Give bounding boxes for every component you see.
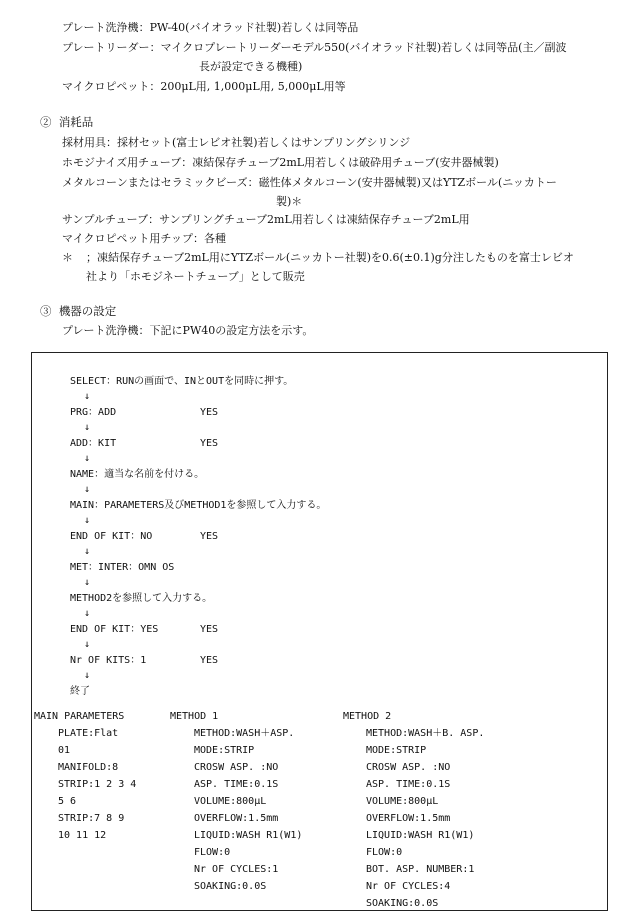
procedure-step: ADD：KIT xyxy=(70,438,117,449)
method2-line: Nr OF CYCLES:4 xyxy=(366,881,451,892)
parameter-line: 01 xyxy=(58,745,71,756)
method2-line: CROSW ASP. :NO xyxy=(366,762,451,773)
settings-intro: プレート洗浄機：下記にPW40の設定方法を示す。 xyxy=(62,324,314,337)
method1-line: MODE:STRIP xyxy=(194,745,255,756)
procedure-step: PRG：ADD xyxy=(70,407,117,418)
procedure-step-value: YES xyxy=(200,624,219,635)
method2-line: SOAKING:0.0S xyxy=(366,898,439,909)
down-arrow-icon: ↓ xyxy=(84,391,91,402)
down-arrow-icon: ↓ xyxy=(84,484,91,495)
method2-line: MODE:STRIP xyxy=(366,745,427,756)
parameter-line: STRIP:1 2 3 4 xyxy=(58,779,137,790)
down-arrow-icon: ↓ xyxy=(84,608,91,619)
consumable-item: マイクロピペット用チップ：各種 xyxy=(62,232,227,245)
consumable-item: 採材用具：採材セット(富士レビオ社製)若しくはサンプリングシリンジ xyxy=(62,136,411,149)
method2-header: METHOD 2 xyxy=(343,711,392,722)
procedure-step: NAME：適当な名前を付ける。 xyxy=(70,469,205,480)
equipment-item: プレートリーダー：マイクロプレートリーダーモデル550(バイオラッド社製)若しくは同等品(主／副波 xyxy=(62,41,567,54)
down-arrow-icon: ↓ xyxy=(84,546,91,557)
procedure-step: 終了 xyxy=(70,686,90,697)
method1-line: Nr OF CYCLES:1 xyxy=(194,864,279,875)
method1-line: METHOD:WASH＋ASP. xyxy=(194,728,295,739)
parameter-line: 5 6 xyxy=(58,796,77,807)
procedure-step: SELECT：RUNの画面で、INとOUTを同時に押す。 xyxy=(70,376,294,387)
method1-line: FLOW:0 xyxy=(194,847,231,858)
parameter-line: 10 11 12 xyxy=(58,830,107,841)
equipment-item: プレート洗浄機：PW-40(バイオラッド社製)若しくは同等品 xyxy=(62,21,359,34)
down-arrow-icon: ↓ xyxy=(84,670,91,681)
procedure-step-value: YES xyxy=(200,531,219,542)
procedure-step-value: YES xyxy=(200,655,219,666)
method2-line: LIQUID:WASH R1(W1) xyxy=(366,830,475,841)
footnote-line: 社より「ホモジネートチューブ」として販売 xyxy=(86,270,305,283)
procedure-step: METHOD2を参照して入力する。 xyxy=(70,593,213,604)
method1-header: METHOD 1 xyxy=(170,711,219,722)
procedure-step-value: YES xyxy=(200,407,219,418)
parameter-line: STRIP:7 8 9 xyxy=(58,813,125,824)
procedure-step: MET：INTER：OMN OS xyxy=(70,562,175,573)
section-heading: ③ 機器の設定 xyxy=(40,304,117,318)
consumable-item: サンプルチューブ：サンプリングチューブ2mL用若しくは凍結保存チューブ2mL用 xyxy=(62,213,470,226)
consumable-item: ホモジナイズ用チューブ：凍結保存チューブ2mL用若しくは破砕用チューブ(安井器械製) xyxy=(62,156,499,169)
procedure-step-value: YES xyxy=(200,438,219,449)
procedure-step: MAIN：PARAMETERS及びMETHOD1を参照して入力する。 xyxy=(70,500,327,511)
section-heading: ② 消耗品 xyxy=(40,115,94,129)
equipment-item-continued: 長が設定できる機種) xyxy=(199,60,303,73)
method2-line: ASP. TIME:0.1S xyxy=(366,779,451,790)
method2-line: OVERFLOW:1.5mm xyxy=(366,813,451,824)
method1-line: VOLUME:800μL xyxy=(194,796,267,807)
consumable-item-continued: 製)＊ xyxy=(276,195,303,208)
footnote-line: ；凍結保存チューブ2mL用にYTZボール(ニッカトー社製)を0.6(±0.1)g分注したものを富士レビオ xyxy=(86,251,574,264)
method1-line: SOAKING:0.0S xyxy=(194,881,267,892)
method2-line: VOLUME:800μL xyxy=(366,796,439,807)
main-parameters-header: MAIN PARAMETERS xyxy=(34,711,125,722)
procedure-step: END OF KIT：NO xyxy=(70,531,153,542)
method1-line: CROSW ASP. :NO xyxy=(194,762,279,773)
procedure-step: Nr OF KITS：1 xyxy=(70,655,147,666)
down-arrow-icon: ↓ xyxy=(84,515,91,526)
down-arrow-icon: ↓ xyxy=(84,639,91,650)
parameter-line: MANIFOLD:8 xyxy=(58,762,119,773)
method2-line: FLOW:0 xyxy=(366,847,403,858)
footnote-mark: ＊ xyxy=(62,251,73,264)
procedure-step: END OF KIT：YES xyxy=(70,624,159,635)
method2-line: BOT. ASP. NUMBER:1 xyxy=(366,864,475,875)
down-arrow-icon: ↓ xyxy=(84,453,91,464)
consumable-item: メタルコーンまたはセラミックビーズ：磁性体メタルコーン(安井器械製)又はYTZボール(ニッカトー xyxy=(62,176,557,189)
method1-line: LIQUID:WASH R1(W1) xyxy=(194,830,303,841)
down-arrow-icon: ↓ xyxy=(84,422,91,433)
method2-line: METHOD:WASH＋B. ASP. xyxy=(366,728,485,739)
equipment-item: マイクロピペット：200μL用, 1,000μL用, 5,000μL用等 xyxy=(62,80,346,93)
parameter-line: PLATE:Flat xyxy=(58,728,119,739)
method1-line: ASP. TIME:0.1S xyxy=(194,779,279,790)
method1-line: OVERFLOW:1.5mm xyxy=(194,813,279,824)
down-arrow-icon: ↓ xyxy=(84,577,91,588)
